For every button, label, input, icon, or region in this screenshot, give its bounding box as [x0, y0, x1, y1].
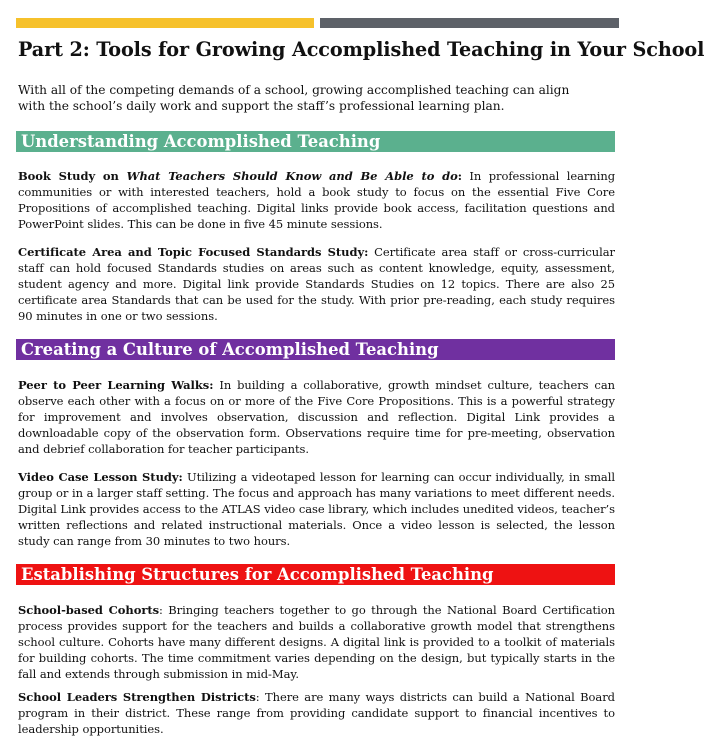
top-bar-yellow — [16, 18, 314, 28]
page-title: Part 2: Tools for Growing Accomplished Teaching in Your School — [18, 38, 704, 61]
item-book-study — [18, 168, 615, 232]
top-color-bars — [16, 18, 619, 28]
item-lead-suffix: : — [457, 169, 462, 183]
intro-paragraph: With all of the competing demands of a school, growing accomplished teaching can align with the school’s daily work and support the staff’s professional learning plan. — [18, 83, 570, 113]
item-body: In building a collaborative, growth mindset culture, teachers can observe each other with a focus on or more of the Five Core Propositions. This is a powerful strategy for improvement and involves observation, discussion and reflection. Digital Link provides a downloadable copy of the observation form. Observations require time for pre-meeting, observation and debrief collaboration for teacher participants. — [18, 378, 615, 456]
item-body: Certificate area staff or cross-curricular staff can hold focused Standards studies on areas such as content knowledge, equity, assessment, student agency and more. Digital link provide Standards Studies on 12 topics. There are also 25 certificate area Standards that can be used for the study. With prior pre-reading, each study requires 90 minutes in one or two sessions. — [18, 245, 615, 323]
item-cohorts — [18, 602, 615, 682]
item-body: Utilizing a videotaped lesson for learning can occur individually, in small group or in a larger staff setting. The focus and approach has many variations to meet different needs. Digital Link provides access to the ATLAS video case library, which includes unedited videos, teacher’s written reflections and related instructional materials. Once a video lesson is selected, the lesson study can range from 30 minutes to two hours. — [18, 470, 615, 548]
item-video-case — [18, 469, 615, 549]
item-learning-walks — [18, 377, 615, 457]
item-lead: Certificate Area and Topic Focused Standards Study: — [18, 245, 369, 259]
item-school-leaders — [18, 689, 615, 737]
item-lead-italic: What Teachers Should Know and Be Able to do — [126, 169, 458, 183]
section-heading-understanding: Understanding Accomplished Teaching — [16, 131, 615, 152]
item-standards-study — [18, 244, 615, 324]
item-lead: School-based Cohorts — [18, 603, 160, 617]
top-bar-gray — [320, 18, 619, 28]
section-heading-culture: Creating a Culture of Accomplished Teaching — [16, 339, 615, 360]
item-lead: School Leaders Strengthen Districts — [18, 690, 256, 704]
item-body: : There are many ways districts can build a National Board program in their district. These range from providing candidate support to financial incentives to leadership opportunities. — [18, 690, 615, 736]
item-body: : Bringing teachers together to go through the National Board Certification process provides support for the teachers and builds a collaborative growth model that strengthens school culture. Cohorts have many different designs. A digital link is provided to a toolkit of materials for building cohorts. The time commitment varies depending on the design, but typically starts in the fall and extends through submission in mid-May. — [18, 603, 615, 681]
item-lead: Peer to Peer Learning Walks: — [18, 378, 214, 392]
item-body: In professional learning communities or with interested teachers, hold a book study to focus on the essential Five Core Propositions of accomplished teaching. Digital links provide book access, facilitation questions and PowerPoint slides. This can be done in five 45 minute sessions. — [18, 169, 616, 231]
item-lead: Book Study on — [18, 169, 127, 183]
section-heading-structures: Establishing Structures for Accomplished Teaching — [16, 564, 615, 585]
item-lead: Video Case Lesson Study: — [18, 470, 183, 484]
